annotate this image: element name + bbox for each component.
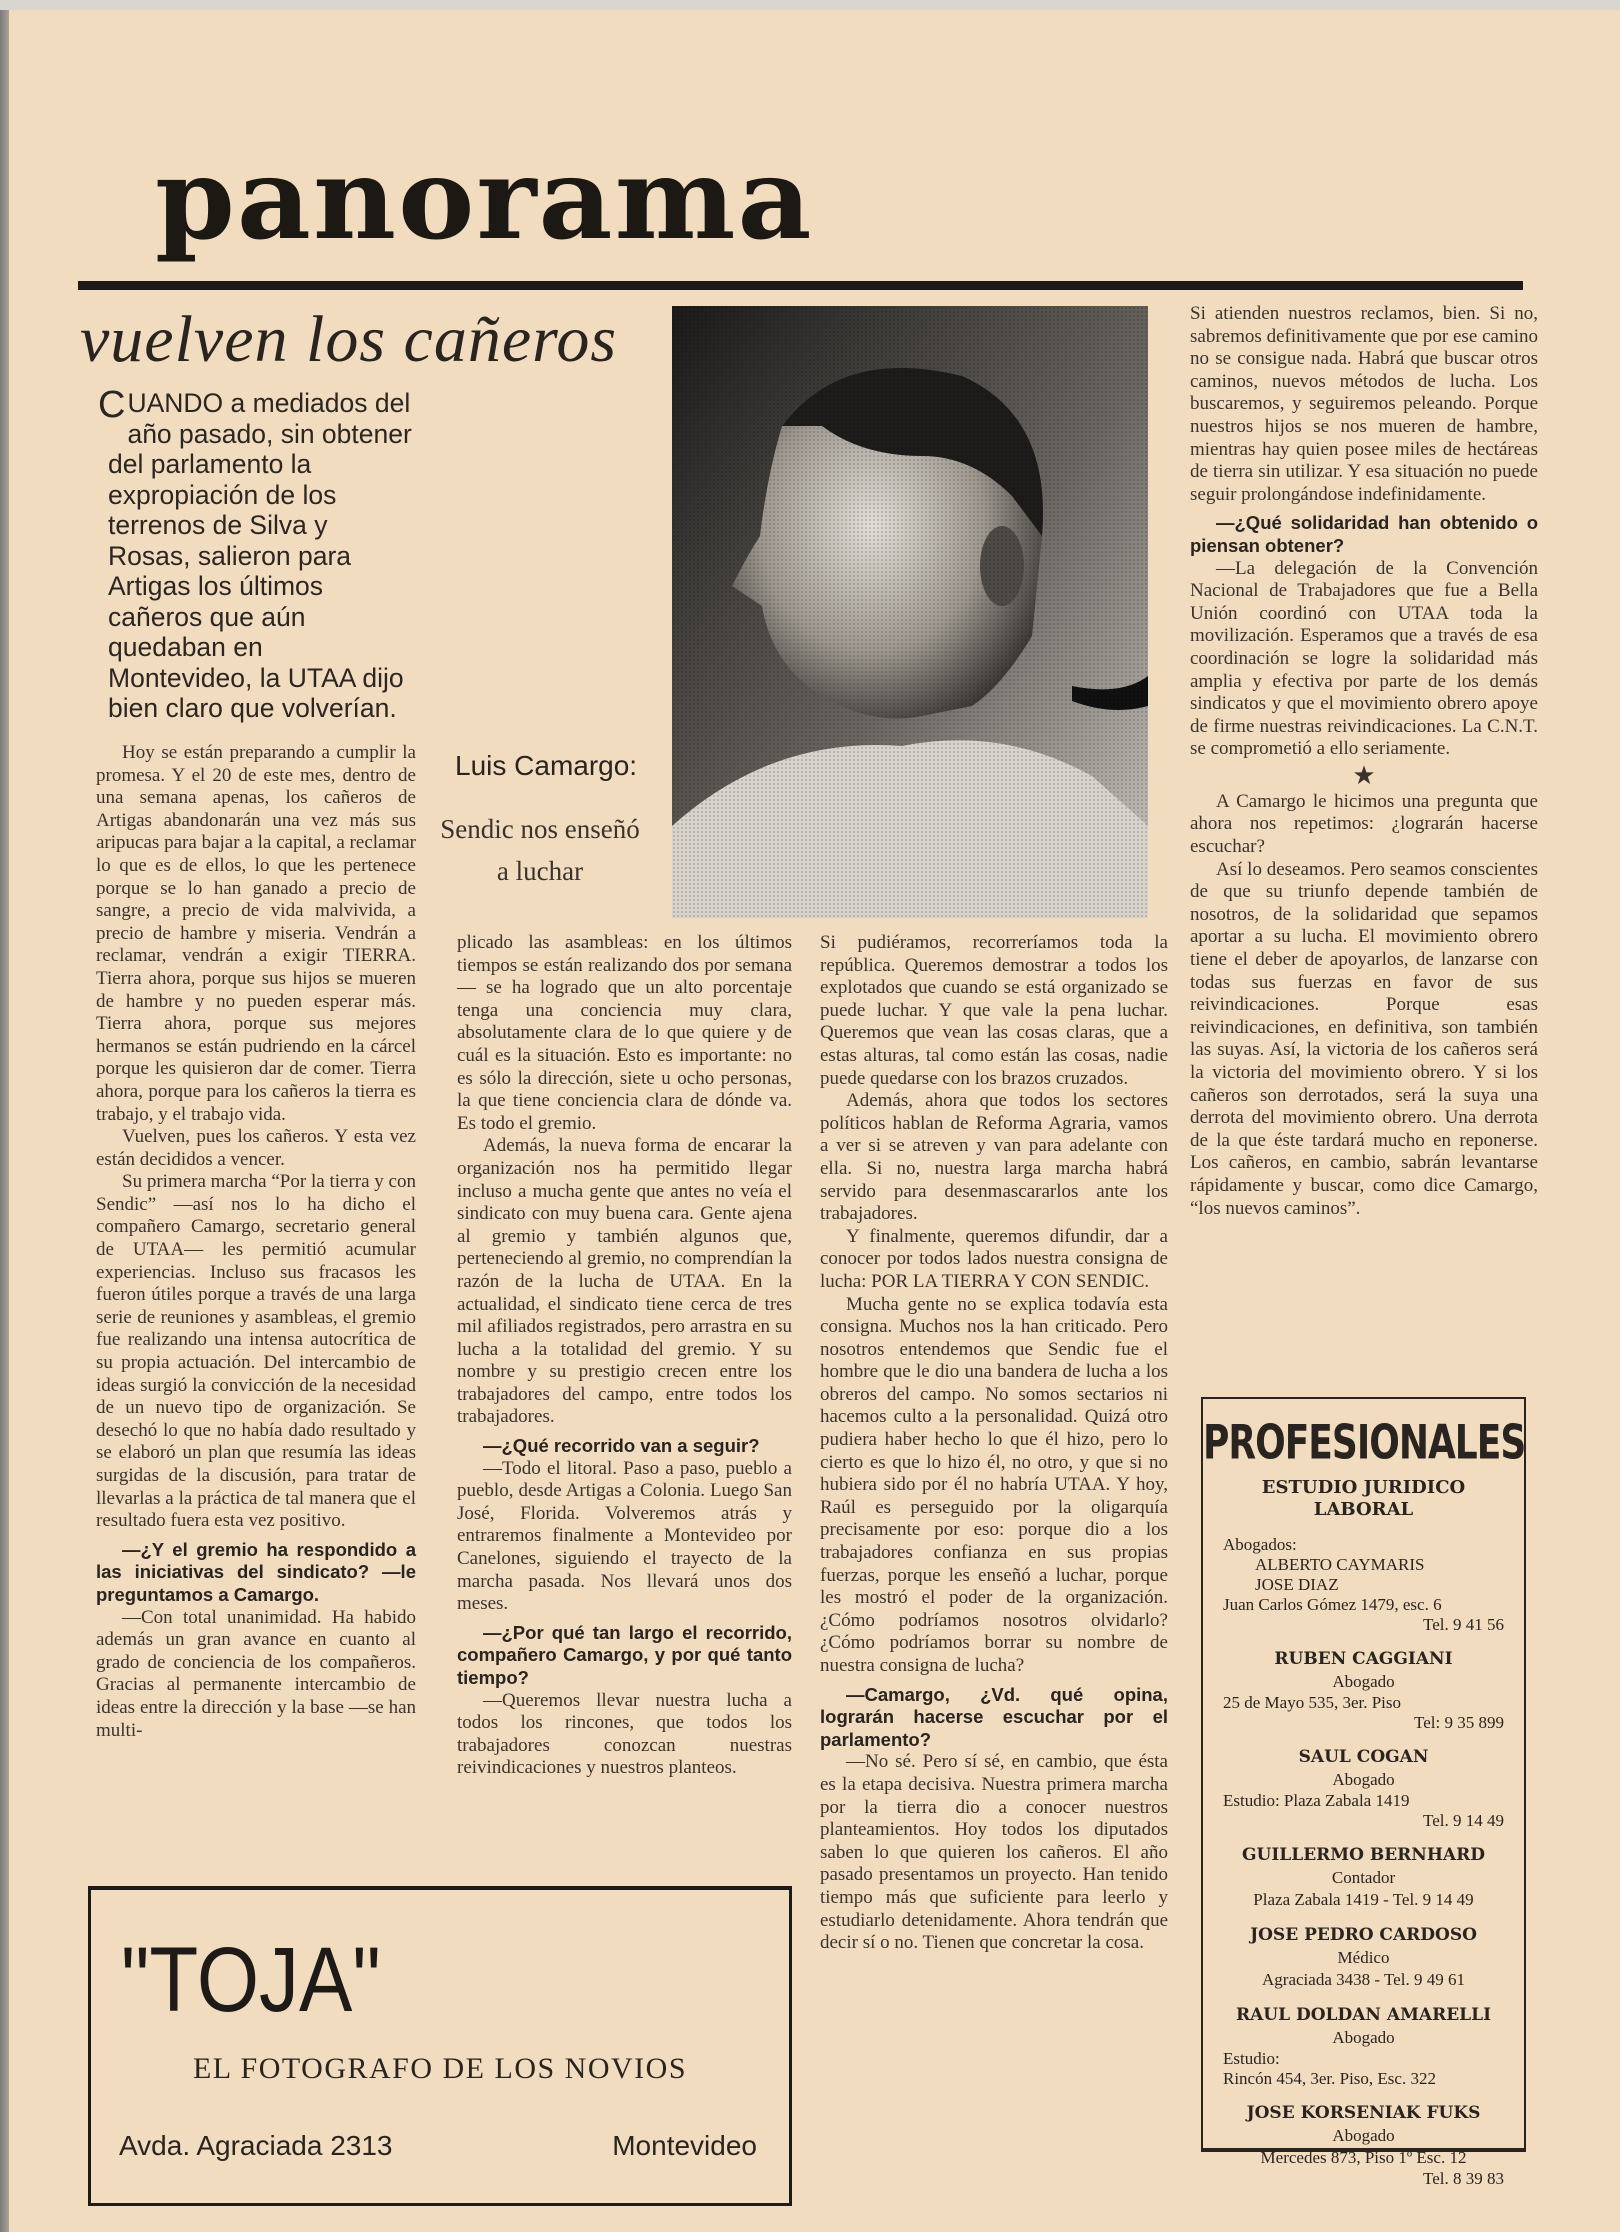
professional-role: Abogado <box>1332 2126 1395 2145</box>
interview-question: —¿Y el gremio ha respondido a las iniciativas del sindicato? —le preguntamos a Camargo. <box>96 1538 416 1605</box>
article-paragraph: Además, ahora que todos los sectores políticos hablan de Reforma Agraria, vamos a ver si se atreven y van para adelante con ella. Si no, nuestra larga marcha habrá servido para desenmascararlos ante los trabajadores. <box>820 1090 1168 1225</box>
article-paragraph: A Camargo le hicimos una pregunta que ahora nos repetimos: ¿lograrán hacerse escuchar? <box>1190 790 1538 858</box>
scan-top-edge <box>0 0 1620 10</box>
interview-question: —Camargo, ¿Vd. qué opina, lograrán hacerse escuchar por el parlamento? <box>820 1683 1168 1750</box>
professional-address: Agraciada 3438 - Tel. 9 49 61 <box>1262 1970 1465 1989</box>
professional-name: RUBEN CAGGIANI <box>1274 1649 1453 1669</box>
article-paragraph: Su primera marcha “Por la tierra y con Sendic” —así nos lo ha dicho el compañero Camargo, secretario general de UTAA— les permitió acumular experiencias. Incluso sus fracasos les fueron útiles porque a través de una larga serie de reuniones y asambleas, el gremio fue realizando una intensa autocrítica de su propia actuación. Del intercambio de ideas surgió la convicción de la necesidad de un nuevo tipo de organización. Se desechó lo que no había dado resultado y se elaboró un plan que resumía las ideas surgidas de la discusión, para tratar de llevarlas a la práctica de tal manera que el resultado fuera esta vez positivo. <box>96 1171 416 1532</box>
section-title: panorama <box>155 134 814 265</box>
article-paragraph: Si atienden nuestros reclamos, bien. Si no, sabremos definitivamente que por ese camino no se consigue nada. Habrá que buscar otros caminos, nuevos métodos de lucha. Los buscaremos, y seguiremos peleando. Porque nuestros hijos se nos mueren de hambre, mientras hay quien posee miles de hectáreas de tierra sin utilizar. Y esa situación no puede seguir prolongándose indefinidamente. <box>1190 303 1538 505</box>
article-paragraph: Además, la nueva forma de encarar la organización nos ha permitido llegar incluso a mucha gente que antes no veía el sindicato con muy buena cara. Gente ajena al gremio y también algunos que, perteneciendo al gremio, no comprendían la razón de la lucha de UTAA. En la actualidad, el sindicato tiene cerca de tres mil afiliados registrados, pero arrastra en su lucha a la totalidad del gremio. Y su nombre y su prestigio crecen entre los trabajadores del campo, entre todos los trabajadores. <box>457 1135 792 1428</box>
professional-role: Contador <box>1331 1868 1396 1887</box>
toja-tagline: EL FOTOGRAFO DE LOS NOVIOS <box>192 2052 688 2085</box>
lead-text: UANDO a mediados del año pasado, sin obtener del parlamento la expropiación de los terrenos de Silva y Rosas, salieron para Artigas los últimos cañeros que aún quedaban en Montevideo, la UTAA dijo bien claro que volverían. <box>108 388 412 723</box>
toja-name: "TOJA" <box>121 1928 381 2031</box>
interview-question: —¿Qué solidaridad han obtenido o piensan obtener? <box>1190 512 1538 556</box>
article-paragraph: Hoy se están preparando a cumplir la promesa. Y el 20 de este mes, dentro de una semana apenas, los cañeros de Artigas abandonarán una vez más sus aripucas para bajar a la capital, a reclamar lo que es de ellos, lo que les pertenece porque se lo han ganado a precio de sangre, a precio de vida malvivida, a precio de hambre y miseria. Vendrán a reclamar, vendrán a exigir TIERRA. Tierra ahora, porque sus hijos se mueren de hambre y no pueden esperar más. Tierra ahora, porque sus mejores hermanos se están pudriendo en la cárcel porque les quisieron dar de comer. Tierra ahora, porque para los cañeros la tierra es trabajo, y el trabajo vida. <box>96 742 416 1125</box>
professional-role: Médico <box>1337 1948 1390 1967</box>
toja-city: Montevideo <box>612 2130 757 2161</box>
firm-label: Abogados: <box>1223 1535 1297 1554</box>
section-divider-star: ★ <box>1352 760 1376 790</box>
photo-caption-name: Luis Camargo: <box>455 750 638 781</box>
professional-name: RAUL DOLDAN AMARELLI <box>1235 2005 1492 2025</box>
article-lead <box>98 384 413 724</box>
lawyer-name: JOSE DIAZ <box>1255 1575 1339 1594</box>
article-paragraph: —Todo el litoral. Paso a paso, pueblo a pueblo, desde Artigas a Colonia. Luego San José, Florida. Volveremos atrás y entraremos finalmente a Montevideo por Canelones, siguiendo el trayecto de la marcha pasada. Nos llevará unos dos meses. <box>457 1457 792 1615</box>
professional-address: 25 de Mayo 535, 3er. Piso <box>1223 1693 1402 1712</box>
firm-name: ESTUDIO JURIDICO <box>1261 1477 1466 1498</box>
portrait-image <box>672 306 1148 918</box>
article-paragraph: Y finalmente, queremos difundir, dar a conocer por todos lados nuestra consigna de lucha: POR LA TIERRA Y CON SENDIC. <box>820 1225 1168 1292</box>
article-paragraph: Así lo deseamos. Pero seamos conscientes de que su triunfo depende también de nosotros, de la solidaridad que sepamos aportar a su lucha. El movimiento obrero tiene el deber de apoyarlos, de lanzarse con todas sus fuerzas en favor de sus reivindicaciones. Porque esas reivindicaciones, en definitiva, son también las suyas. Así, la victoria de los cañeros será la victoria del movimiento obrero. Y si los cañeros son derrotados, será la suya una derrota del movimiento obrero. Una derrota de la que éste tardará mucho en reponerse. Los cañeros, en cambio, sabrán levantarse rápidamente y buscar, como dice Camargo, “los nuevos caminos”. <box>1190 858 1538 1219</box>
profesionales-directory <box>1201 1397 1526 2188</box>
article-paragraph: plicado las asambleas: en los últimos tiempos se están realizando dos por semana— se ha logrado que un alto porcentaje tenga una conciencia muy clara, absolutamente clara de lo que quiere y de cuál es la situación. Esto es importante: no es sólo la dirección, siete u ocho personas, la que tiene conciencia clara de dónde va. Es todo el gremio. <box>457 932 792 1134</box>
article-column-3 <box>820 932 1168 1955</box>
portrait-photo <box>672 306 1148 918</box>
article-headline: vuelven los cañeros <box>80 303 618 376</box>
scan-edge <box>0 0 9 2232</box>
professional-tel: Tel. 9 14 49 <box>1423 1811 1504 1830</box>
firm-tel: Tel. 9 41 56 <box>1423 1615 1504 1634</box>
professional-address: Mercedes 873, Piso 1º Esc. 12 <box>1260 2148 1467 2167</box>
drop-cap: C <box>98 384 126 426</box>
lawyer-name: ALBERTO CAYMARIS <box>1255 1555 1425 1574</box>
photo-caption-quote: Sendic nos enseñó a luchar <box>440 814 640 886</box>
professional-name: JOSE KORSENIAK FUKS <box>1246 2103 1481 2123</box>
toja-advertisement <box>88 1886 792 2206</box>
professional-name: SAUL COGAN <box>1298 1747 1429 1767</box>
article-paragraph: —La delegación de la Convención Nacional de Trabajadores que fue a Bella Unión coordinó con UTAA toda la movilización. Esperamos que a través de esa coordinación se logre la solidaridad más amplia y efectiva por parte de los demás sindicatos y que el movimiento obrero apoye de firme nuestras reivindicaciones. La C.N.T. se comprometió a ello seriamente. <box>1190 557 1538 760</box>
professional-address: Estudio: Plaza Zabala 1419 <box>1223 1791 1410 1810</box>
professional-role: Abogado <box>1332 1672 1395 1691</box>
article-paragraph: —Queremos llevar nuestra lucha a todos los rincones, que todos los trabajadores conozcan nuestras reivindicaciones y nuestros planteos. <box>457 1689 792 1779</box>
professional-address: Plaza Zabala 1419 - Tel. 9 14 49 <box>1253 1890 1474 1909</box>
interview-question: —¿Qué recorrido van a seguir? <box>483 1435 760 1457</box>
professional-role: Abogado <box>1332 1770 1395 1789</box>
firm-name-line2: LABORAL <box>1313 1499 1414 1520</box>
toja-address: Avda. Agraciada 2313 <box>119 2130 393 2161</box>
article-paragraph: Mucha gente no se explica todavía esta consigna. Muchos nos la han criticado. Pero nosotros entendemos que Sendic fue el hombre que le dio una bandera de lucha a los obreros del campo. No somos sectarios ni hacemos culto a la personalidad. Quizá otro pudiera haber hecho lo que él hizo, pero lo cierto es que lo hizo él, no otro, y que si no hubiera sido por él no habría UTAA. Y hoy, Raúl es perseguido por la oligarquía precisamente por eso: porque dio a los trabajadores confianza en sus propias fuerzas, porque les enseñó a luchar, porque les mostró el poder de la organización. ¿Cómo podríamos nosotros olvidarlo? ¿Cómo podríamos borrar su nombre de nuestra consigna de lucha? <box>820 1293 1168 1676</box>
article-paragraph: Vuelven, pues los cañeros. Y esta vez están decididos a vencer. <box>96 1126 416 1170</box>
professional-label: Estudio: <box>1223 2049 1280 2068</box>
professional-role: Abogado <box>1332 2028 1395 2047</box>
interview-question: —¿Por qué tan largo el recorrido, compañero Camargo, y por qué tanto tiempo? <box>457 1621 792 1688</box>
professional-address: Rincón 454, 3er. Piso, Esc. 322 <box>1223 2069 1436 2088</box>
article-column-2 <box>457 932 792 1780</box>
article-paragraph: —No sé. Pero sí sé, en cambio, que ésta es la etapa decisiva. Nuestra primera marcha por la tierra dio a conocer nuestros planteamientos. Hoy todos los diputados saben lo que quieren los cañeros. El año pasado presentamos un proyecto. Han tenido tiempo más que suficiente para leerlo y estudiarlo detenidamente. Ahora tendrán que decir sí o no. Tienen que concretar la cosa. <box>820 1751 1168 1954</box>
professional-name: JOSE PEDRO CARDOSO <box>1250 1925 1477 1945</box>
professional-name: GUILLERMO BERNHARD <box>1242 1845 1485 1865</box>
directory-title: PROFESIONALES <box>1203 1416 1526 1470</box>
article-paragraph: —Con total unanimidad. Ha habido además un gran avance en cuanto al grado de conciencia de los compañeros. Gracias al permanente intercambio de ideas entre la dirección y la base —se han multi- <box>96 1606 416 1741</box>
masthead-rule <box>78 281 1523 290</box>
firm-address: Juan Carlos Gómez 1479, esc. 6 <box>1223 1595 1442 1614</box>
professional-tel: Tel: 9 35 899 <box>1414 1713 1504 1732</box>
article-column-4 <box>1190 303 1538 1220</box>
article-column-1 <box>96 742 416 1742</box>
professional-tel: Tel. 8 39 83 <box>1423 2169 1504 2188</box>
article-paragraph: Si pudiéramos, recorreríamos toda la república. Queremos demostrar a todos los explotados que cuando se está organizado se puede luchar. Y que vale la pena luchar. Queremos que vean las cosas claras, que a estas alturas, tal como están las cosas, nadie puede quedarse con los brazos cruzados. <box>820 932 1168 1089</box>
